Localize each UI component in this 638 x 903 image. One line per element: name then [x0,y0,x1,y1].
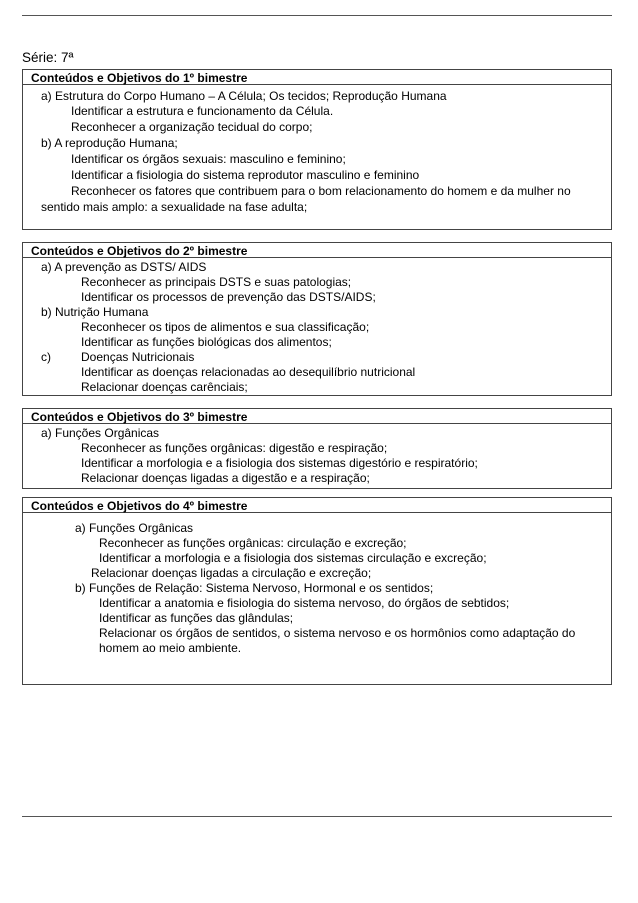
content-line: sentido mais amplo: a sexualidade na fase adulta; [41,200,308,214]
bimestre-1-title: Conteúdos e Objetivos do 1º bimestre [23,70,611,85]
content-line: Identificar as doenças relacionadas ao desequilíbrio nutricional [81,365,416,379]
bimestre-2-title: Conteúdos e Objetivos do 2º bimestre [23,243,611,258]
content-line: Identificar a fisiologia do sistema reprodutor masculino e feminino [71,168,420,182]
content-line: Reconhecer as funções orgânicas: digestão e respiração; [81,441,388,455]
footer-rule [22,816,612,817]
bimestre-4-title: Conteúdos e Objetivos do 4º bimestre [23,498,611,513]
content-line: b) A reprodução Humana; [41,136,178,150]
content-line: Identificar a morfologia e a fisiologia dos sistemas digestório e respiratório; [81,456,478,470]
content-line: Relacionar doenças carênciais; [81,380,248,394]
bimestre-2-box [22,242,612,396]
bimestre-3-title: Conteúdos e Objetivos do 3º bimestre [23,409,611,424]
content-line: Reconhecer os fatores que contribuem para o bom relacionamento do homem e da mulher no [71,184,571,198]
content-line: Identificar os processos de prevenção das DSTS/AIDS; [81,290,376,304]
content-line: Relacionar doenças ligadas a circulação e excreção; [91,566,372,580]
header-rule [22,15,612,16]
content-line: a) Funções Orgânicas [41,426,160,440]
content-line: Relacionar doenças ligadas a digestão e a respiração; [81,471,370,485]
content-line: Identificar a morfologia e a fisiologia dos sistemas circulação e excreção; [99,551,487,565]
content-line: Identificar a estrutura e funcionamento da Célula. [71,104,334,118]
content-line: Identificar as funções biológicas dos alimentos; [81,335,332,349]
content-line: Identificar as funções das glândulas; [99,611,294,625]
content-line: Reconhecer os tipos de alimentos e sua classificação; [81,320,370,334]
bimestre-1-box [22,69,612,230]
content-line: c) [41,350,51,364]
bimestre-4-box [22,497,612,685]
content-line: Reconhecer a organização tecidual do corpo; [71,120,313,134]
content-line: b) Funções de Relação: Sistema Nervoso, Hormonal e os sentidos; [75,581,434,595]
content-line: Doenças Nutricionais [81,350,195,364]
content-line: a) Funções Orgânicas [75,521,194,535]
bimestre-3-box [22,408,612,489]
content-line: Identificar os órgãos sexuais: masculino e feminino; [71,152,346,166]
content-line: b) Nutrição Humana [41,305,149,319]
content-line: homem ao meio ambiente. [99,641,242,655]
serie-label: Série: 7ª [22,50,74,65]
content-line: Identificar a anatomia e fisiologia do sistema nervoso, do órgãos de sebtidos; [99,596,510,610]
content-line: Reconhecer as principais DSTS e suas patologias; [81,275,352,289]
content-line: a) Estrutura do Corpo Humano – A Célula; Os tecidos; Reprodução Humana [41,89,447,103]
content-line: Reconhecer as funções orgânicas: circulação e excreção; [99,536,407,550]
content-line: a) A prevenção as DSTS/ AIDS [41,260,207,274]
content-line: Relacionar os órgãos de sentidos, o sistema nervoso e os hormônios como adaptação do [99,626,576,640]
